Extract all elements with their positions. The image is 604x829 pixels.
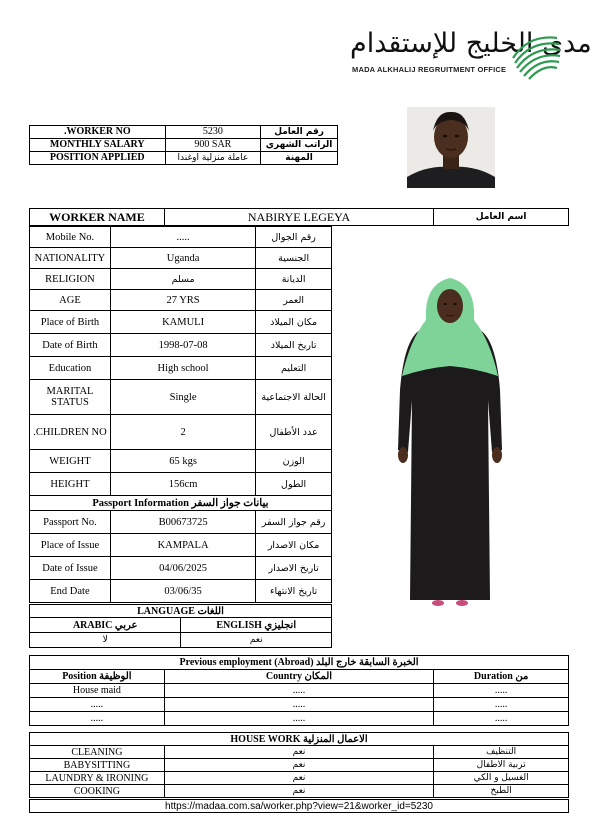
table-row	[30, 511, 332, 534]
table-row	[30, 357, 332, 380]
logo-mark-icon	[509, 28, 562, 81]
date-of-birth-label: Date of Birth	[30, 334, 111, 357]
nationality-label-ar: الجنسية	[256, 248, 332, 269]
table-row	[30, 415, 332, 450]
table-row	[30, 380, 332, 415]
position-label-ar: المهنة	[261, 152, 338, 165]
table-row	[30, 656, 569, 670]
employment-duration: .....	[434, 698, 569, 712]
house-work-table	[29, 732, 569, 798]
passport-heading: Passport Information بيانات جواز السفر	[30, 496, 332, 511]
place-of-birth-label-ar: مكان الميلاد	[256, 311, 332, 334]
children-no-label-ar: عدد الأطفال	[256, 415, 332, 450]
worker-no-label-ar: رقم العامل	[261, 126, 338, 139]
table-row	[30, 670, 569, 684]
worker-no-value: 5230	[165, 126, 261, 139]
table-row	[30, 605, 332, 618]
previous-employment-heading: Previous employment (Abroad) الخبرة السابقة خارج البلد	[30, 656, 569, 670]
employment-duration: .....	[434, 684, 569, 698]
table-row	[30, 785, 569, 798]
date-of-birth-value: 1998-07-08	[110, 334, 255, 357]
date-of-issue-label: Date of Issue	[30, 557, 111, 580]
employment-position: .....	[30, 698, 165, 712]
end-date-label-ar: تاريخ الانتهاء	[256, 580, 332, 603]
salary-label: MONTHLY SALARY	[30, 139, 166, 152]
employment-position: .....	[30, 712, 165, 726]
religion-label: RELIGION	[30, 269, 111, 290]
table-row	[30, 334, 332, 357]
position-label: POSITION APPLIED	[30, 152, 166, 165]
education-value: High school	[110, 357, 255, 380]
place-of-issue-label: Place of Issue	[30, 534, 111, 557]
date-of-issue-value: 04/06/2025	[110, 557, 255, 580]
age-label-ar: العمر	[256, 290, 332, 311]
table-row	[30, 633, 332, 648]
passport-no-value: B00673725	[110, 511, 255, 534]
place-of-issue-value: KAMPALA	[110, 534, 255, 557]
babysitting-value: نعم	[164, 759, 433, 772]
education-label-ar: التعليم	[256, 357, 332, 380]
cleaning-label-ar: التنظيف	[434, 746, 569, 759]
info-table	[29, 125, 338, 165]
passport-no-label: Passport No.	[30, 511, 111, 534]
table-row	[30, 772, 569, 785]
language-heading: LANGUAGE اللغات	[30, 605, 332, 618]
employment-duration: .....	[434, 712, 569, 726]
english-value: نعم	[181, 633, 332, 648]
nationality-value: Uganda	[110, 248, 255, 269]
age-label: AGE	[30, 290, 111, 311]
employment-position: House maid	[30, 684, 165, 698]
arabic-value: لا	[30, 633, 181, 648]
footer-url-link[interactable]: https://madaa.com.sa/worker.php?view=21&worker_id=5230	[29, 799, 569, 813]
logo-arabic-text: مدى الخليج للإستقدام	[350, 28, 592, 59]
table-row	[30, 227, 332, 248]
table-row	[30, 712, 569, 726]
cooking-value: نعم	[164, 785, 433, 798]
logo-english-text: MADA ALKHALIJ REGRUITMENT OFFICE	[352, 65, 507, 74]
mobile-label: Mobile No.	[30, 227, 111, 248]
religion-value: مسلم	[110, 269, 255, 290]
table-row	[30, 450, 332, 473]
age-value: 27 YRS	[110, 290, 255, 311]
weight-label: WEIGHT	[30, 450, 111, 473]
worker-no-label: .WORKER NO	[30, 126, 166, 139]
laundry-label-ar: الغسيل و الكي	[434, 772, 569, 785]
date-of-birth-label-ar: تاريخ الميلاد	[256, 334, 332, 357]
salary-value: 900 SAR	[165, 139, 261, 152]
table-row	[30, 248, 332, 269]
table-row	[30, 269, 332, 290]
nationality-label: NATIONALITY	[30, 248, 111, 269]
mobile-label-ar: رقم الجوال	[256, 227, 332, 248]
arabic-label: ARABIC عربي	[30, 618, 181, 633]
employment-country: .....	[164, 712, 433, 726]
salary-label-ar: الراتب الشهري	[261, 139, 338, 152]
place-of-issue-label-ar: مكان الاصدار	[256, 534, 332, 557]
education-label: Education	[30, 357, 111, 380]
duration-column-header: Duration من	[434, 670, 569, 684]
marital-status-label: MARITAL STATUS	[30, 380, 111, 415]
mobile-value: .....	[110, 227, 255, 248]
marital-status-label-ar: الحالة الاجتماعية	[256, 380, 332, 415]
cooking-label: COOKING	[30, 785, 165, 798]
height-value: 156cm	[110, 473, 255, 496]
employment-country: .....	[164, 698, 433, 712]
height-label: HEIGHT	[30, 473, 111, 496]
worker-name-label-ar: اسم العامل	[434, 209, 569, 226]
table-row	[30, 759, 569, 772]
cleaning-value: نعم	[164, 746, 433, 759]
table-row	[30, 557, 332, 580]
date-of-issue-label-ar: تاريخ الاصدار	[256, 557, 332, 580]
worker-full-body-photo	[390, 270, 510, 610]
laundry-label: LAUNDRY & IRONING	[30, 772, 165, 785]
table-row	[30, 152, 338, 165]
table-row	[30, 746, 569, 759]
employment-country: .....	[164, 684, 433, 698]
table-row	[30, 618, 332, 633]
table-row	[30, 684, 569, 698]
place-of-birth-label: Place of Birth	[30, 311, 111, 334]
worker-portrait-photo	[407, 107, 495, 188]
table-row	[30, 311, 332, 334]
height-label-ar: الطول	[256, 473, 332, 496]
house-work-heading: HOUSE WORK الاعمال المنزلية	[30, 733, 569, 746]
worker-name-table	[29, 208, 569, 226]
place-of-birth-value: KAMULI	[110, 311, 255, 334]
english-label: ENGLISH انجليزي	[181, 618, 332, 633]
position-value: عاملة منزلية اوغندا	[165, 152, 261, 165]
laundry-value: نعم	[164, 772, 433, 785]
details-table	[29, 226, 332, 603]
language-table	[29, 604, 332, 648]
passport-no-label-ar: رقم جواز السفر	[256, 511, 332, 534]
children-no-label: .CHILDREN NO	[30, 415, 111, 450]
table-row	[30, 126, 338, 139]
table-row	[30, 473, 332, 496]
worker-name-label: WORKER NAME	[30, 209, 165, 226]
country-column-header: Country المكان	[164, 670, 433, 684]
end-date-value: 03/06/35	[110, 580, 255, 603]
table-row	[30, 139, 338, 152]
table-row	[30, 496, 332, 511]
babysitting-label: BABYSITTING	[30, 759, 165, 772]
weight-label-ar: الوزن	[256, 450, 332, 473]
religion-label-ar: الديانة	[256, 269, 332, 290]
table-row	[30, 698, 569, 712]
previous-employment-table	[29, 655, 569, 726]
end-date-label: End Date	[30, 580, 111, 603]
cooking-label-ar: الطبخ	[434, 785, 569, 798]
table-row	[30, 534, 332, 557]
table-row	[30, 580, 332, 603]
table-row	[30, 290, 332, 311]
babysitting-label-ar: تربية الاطفال	[434, 759, 569, 772]
marital-status-value: Single	[110, 380, 255, 415]
table-row	[30, 733, 569, 746]
table-row	[30, 209, 569, 226]
weight-value: 65 kgs	[110, 450, 255, 473]
children-no-value: 2	[110, 415, 255, 450]
cleaning-label: CLEANING	[30, 746, 165, 759]
worker-name-value: NABIRYE LEGEYA	[164, 209, 433, 226]
position-column-header: Position الوظيفة	[30, 670, 165, 684]
